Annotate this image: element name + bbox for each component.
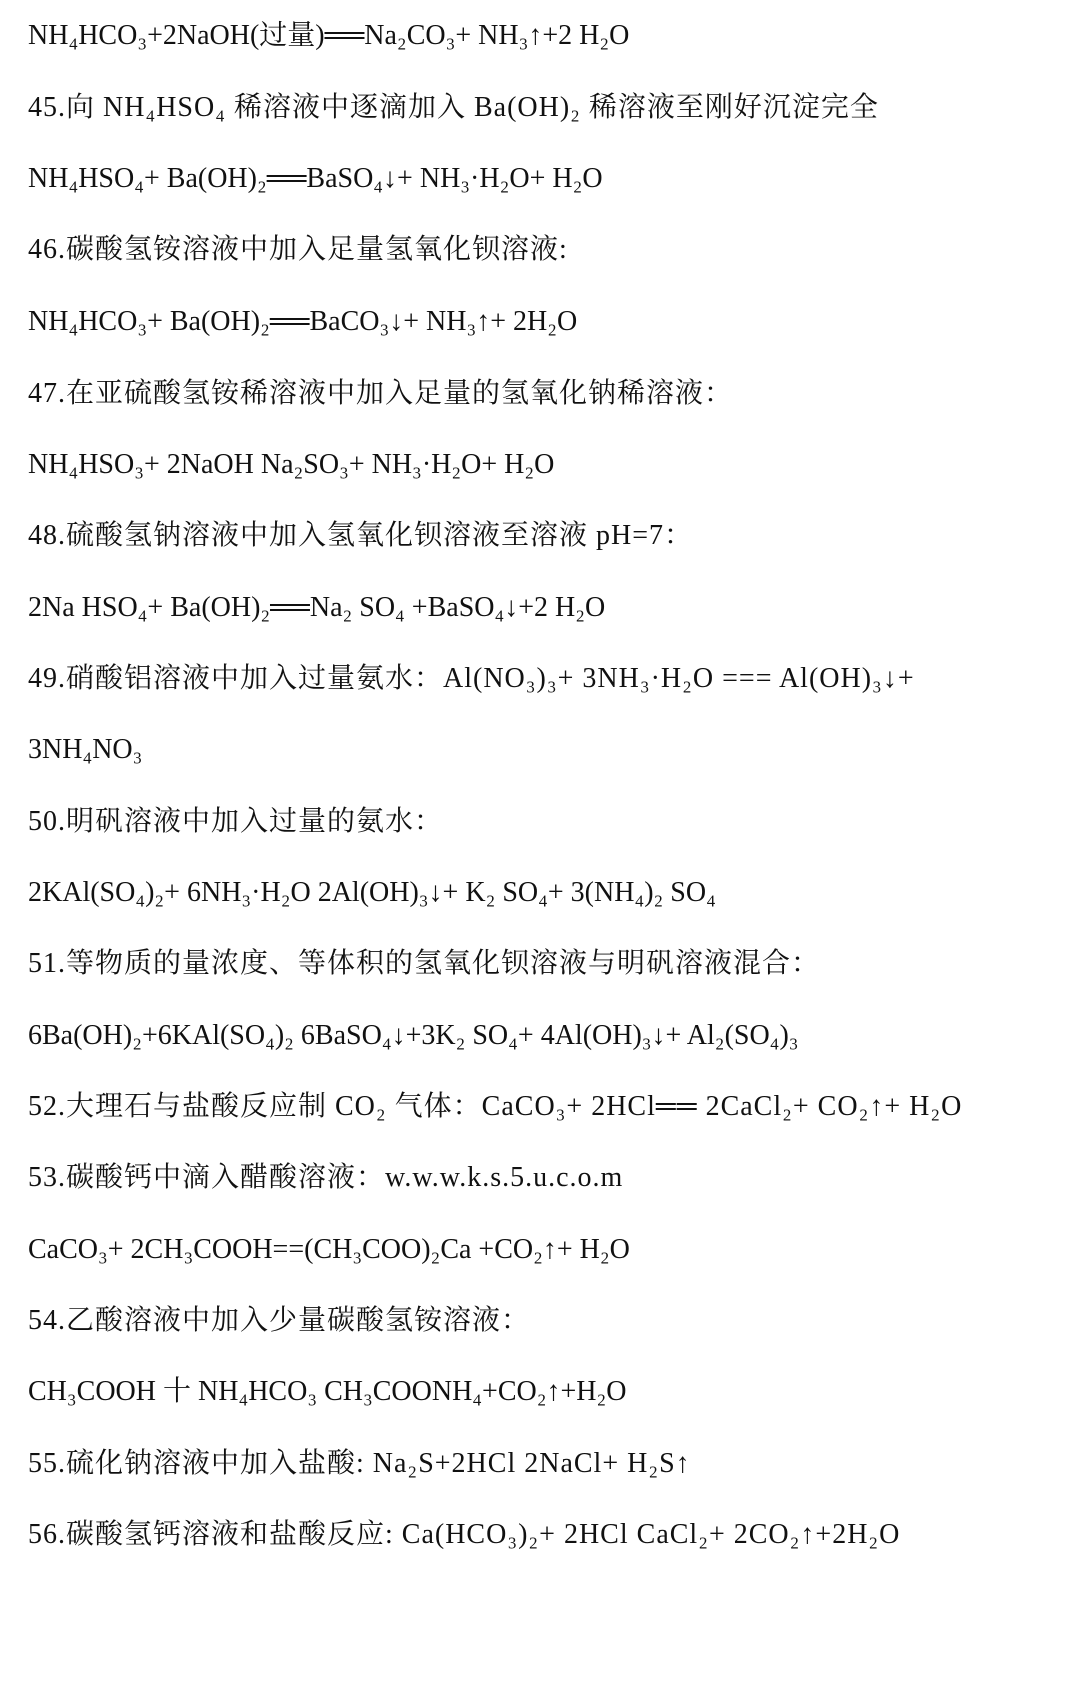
equation-line: 6Ba(OH)₂+6KAl(SO₄)₂ 6BaSO₄↓+3K₂ SO₄+ 4Al(OH)₃↓+ Al₂(SO₄)₃: [28, 1020, 799, 1051]
item-55-heading: 55.硫化钠溶液中加入盐酸: Na₂S+2HCl 2NaCl+ H₂S↑: [28, 1448, 691, 1479]
item-52-heading: 52.大理石与盐酸反应制 CO₂ 气体：CaCO₃+ 2HCl══ 2CaCl₂+ CO₂↑+ H₂O: [28, 1091, 963, 1122]
item-50-heading: 50.明矾溶液中加入过量的氨水：: [28, 806, 444, 837]
item-48-heading: 48.硫酸氢钠溶液中加入氢氧化钡溶液至溶液 pH=7：: [28, 520, 694, 551]
item-46-heading: 46.碳酸氢铵溶液中加入足量氢氧化钡溶液:: [28, 234, 568, 265]
item-49-heading: 49.硝酸铝溶液中加入过量氨水：Al(NO₃)₃+ 3NH₃·H₂O === Al(OH)₃↓+: [28, 663, 915, 694]
equation-line: 2Na HSO₄+ Ba(OH)₂══Na₂ SO₄ +BaSO₄↓+2 H₂O: [28, 592, 606, 623]
equation-line: NH₄HSO₃+ 2NaOH Na₂SO₃+ NH₃·H₂O+ H₂O: [28, 449, 555, 480]
item-54-heading: 54.乙酸溶液中加入少量碳酸氢铵溶液：: [28, 1305, 531, 1336]
equation-line: NH₄HCO₃+ Ba(OH)₂══BaCO₃↓+ NH₃↑+ 2H₂O: [28, 306, 578, 337]
equation-line: CaCO₃+ 2CH₃COOH==(CH₃COO)₂Ca +CO₂↑+ H₂O: [28, 1234, 630, 1265]
item-51-heading: 51.等物质的量浓度、等体积的氢氧化钡溶液与明矾溶液混合：: [28, 948, 821, 979]
item-45-heading: 45.向 NH₄HSO₄ 稀溶液中逐滴加入 Ba(OH)₂ 稀溶液至刚好沉淀完全: [28, 92, 879, 123]
equation-line: NH₄HSO₄+ Ba(OH)₂══BaSO₄↓+ NH₃·H₂O+ H₂O: [28, 163, 603, 194]
equation-line: 2KAl(SO₄)₂+ 6NH₃·H₂O 2Al(OH)₃↓+ K₂ SO₄+ 3(NH₄)₂ SO₄: [28, 877, 716, 908]
equation-line: 3NH₄NO₃: [28, 734, 143, 765]
item-56-heading: 56.碳酸氢钙溶液和盐酸反应: Ca(HCO₃)₂+ 2HCl CaCl₂+ 2CO₂↑+2H₂O: [28, 1519, 901, 1550]
item-47-heading: 47.在亚硫酸氢铵稀溶液中加入足量的氢氧化钠稀溶液：: [28, 378, 734, 409]
equation-line: CH₃COOH 十 NH₄HCO₃ CH₃COONH₄+CO₂↑+H₂O: [28, 1376, 627, 1407]
equation-line: NH₄HCO₃+2NaOH(过量)══Na₂CO₃+ NH₃↑+2 H₂O: [28, 20, 630, 51]
item-53-heading: 53.碳酸钙中滴入醋酸溶液：w.w.w.k.s.5.u.c.o.m: [28, 1162, 624, 1193]
